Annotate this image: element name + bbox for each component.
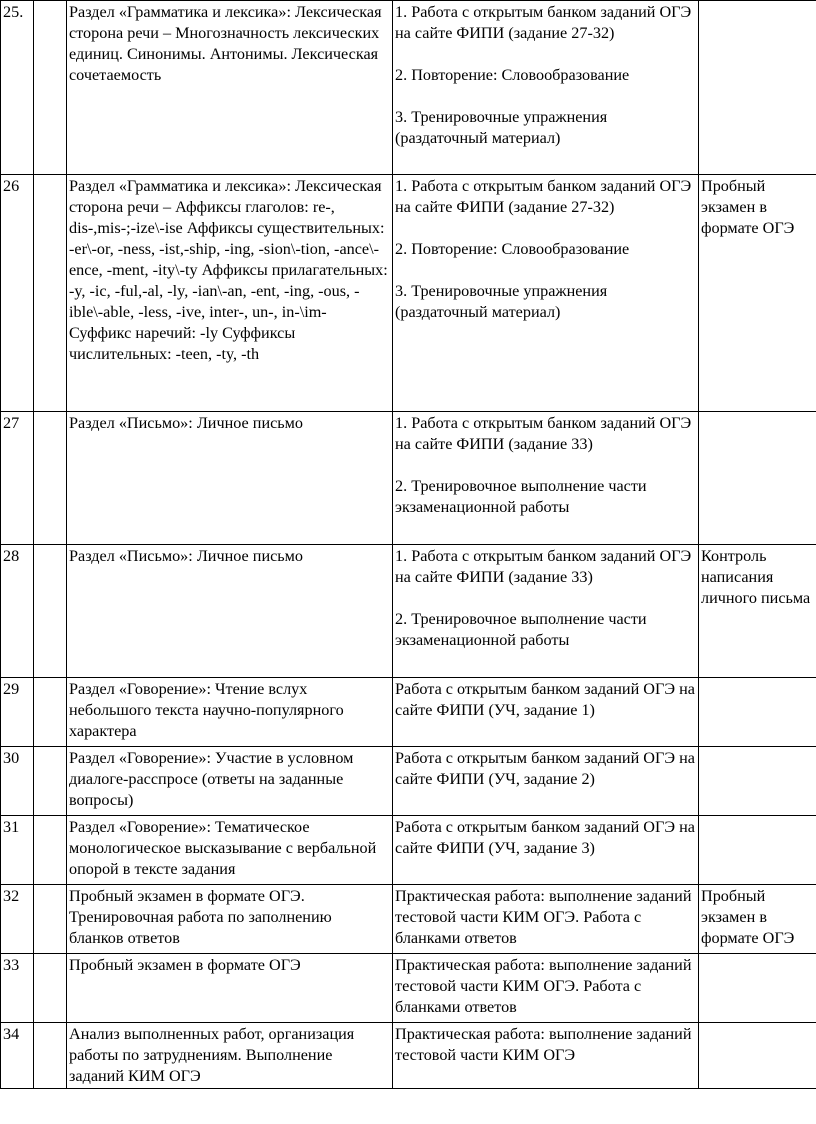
date-cell <box>34 175 67 412</box>
lesson-number: 28 <box>1 545 34 678</box>
lesson-number: 32 <box>1 885 34 954</box>
activity-item: 3. Тренировочные упражнения (раздаточный материал) <box>395 282 608 321</box>
activity-item: 1. Работа с открытым банком заданий ОГЭ на сайте ФИПИ (задание 33) <box>395 547 692 586</box>
table-row <box>1 545 816 678</box>
activity-item: Практическая работа: выполнение заданий тестовой части КИМ ОГЭ <box>395 1025 692 1064</box>
date-cell <box>34 885 67 954</box>
lesson-activities <box>393 1 699 175</box>
lesson-number: 26 <box>1 175 34 412</box>
lesson-activities <box>393 816 699 885</box>
table-row <box>1 175 816 412</box>
activity-item: 2. Повторение: Словообразование <box>395 66 630 84</box>
lesson-number: 29 <box>1 678 34 747</box>
lesson-topic: Раздел «Говорение»: Участие в условном диалоге-расспросе (ответы на заданные вопросы) <box>67 747 393 816</box>
table-row <box>1 816 816 885</box>
lesson-topic: Анализ выполненных работ, организация работы по затруднениям. Выполнение заданий КИМ ОГЭ <box>67 1023 393 1089</box>
activity-item: 2. Повторение: Словообразование <box>395 240 630 258</box>
lesson-topic: Пробный экзамен в формате ОГЭ <box>67 954 393 1023</box>
lesson-activities <box>393 747 699 816</box>
control-form <box>699 1 816 175</box>
lesson-activities <box>393 885 699 954</box>
lesson-topic: Раздел «Говорение»: Тематическое монологическое высказывание с вербальной опорой в тексте задания <box>67 816 393 885</box>
date-cell <box>34 747 67 816</box>
lesson-number: 34 <box>1 1023 34 1089</box>
lesson-topic: Раздел «Письмо»: Личное письмо <box>67 412 393 545</box>
lesson-topic: Раздел «Грамматика и лексика»: Лексическая сторона речи – Многозначность лексических единиц. Синонимы. Антонимы. Лексическая сочетаемость <box>67 1 393 175</box>
control-form <box>699 954 816 1023</box>
date-cell <box>34 1 67 175</box>
lesson-activities <box>393 954 699 1023</box>
activity-item: 2. Тренировочное выполнение части экзаменационной работы <box>395 477 647 516</box>
lesson-activities <box>393 175 699 412</box>
lesson-topic: Раздел «Говорение»: Чтение вслух небольшого текста научно-популярного характера <box>67 678 393 747</box>
date-cell <box>34 545 67 678</box>
date-cell <box>34 954 67 1023</box>
lesson-plan-body <box>1 1 816 1089</box>
date-cell <box>34 816 67 885</box>
control-form <box>699 1023 816 1089</box>
lesson-topic: Раздел «Письмо»: Личное письмо <box>67 545 393 678</box>
activity-item: Работа с открытым банком заданий ОГЭ на сайте ФИПИ (УЧ, задание 3) <box>395 818 695 857</box>
lesson-number: 25. <box>1 1 34 175</box>
activity-item: 2. Тренировочное выполнение части экзаменационной работы <box>395 610 647 649</box>
activity-item: 1. Работа с открытым банком заданий ОГЭ на сайте ФИПИ (задание 27-32) <box>395 3 692 42</box>
lesson-activities <box>393 1023 699 1089</box>
activity-item: 1. Работа с открытым банком заданий ОГЭ на сайте ФИПИ (задание 33) <box>395 414 692 453</box>
control-form: Пробный экзамен в формате ОГЭ <box>699 885 816 954</box>
lesson-topic: Пробный экзамен в формате ОГЭ. Тренировочная работа по заполнению бланков ответов <box>67 885 393 954</box>
control-form: Контроль написания личного письма <box>699 545 816 678</box>
activity-item: 3. Тренировочные упражнения (раздаточный материал) <box>395 108 608 147</box>
activity-item: Практическая работа: выполнение заданий тестовой части КИМ ОГЭ. Работа с бланками ответов <box>395 887 692 947</box>
control-form <box>699 747 816 816</box>
lesson-activities <box>393 678 699 747</box>
lesson-number: 33 <box>1 954 34 1023</box>
lesson-number: 30 <box>1 747 34 816</box>
table-row <box>1 412 816 545</box>
date-cell <box>34 678 67 747</box>
activity-item: Работа с открытым банком заданий ОГЭ на сайте ФИПИ (УЧ, задание 1) <box>395 680 695 719</box>
activity-item: Работа с открытым банком заданий ОГЭ на сайте ФИПИ (УЧ, задание 2) <box>395 749 695 788</box>
control-form <box>699 412 816 545</box>
date-cell <box>34 412 67 545</box>
lesson-activities <box>393 412 699 545</box>
table-row <box>1 1 816 175</box>
lesson-number: 27 <box>1 412 34 545</box>
table-row <box>1 954 816 1023</box>
table-row <box>1 747 816 816</box>
table-row <box>1 885 816 954</box>
table-row <box>1 1023 816 1089</box>
lesson-number: 31 <box>1 816 34 885</box>
activity-item: 1. Работа с открытым банком заданий ОГЭ на сайте ФИПИ (задание 27-32) <box>395 177 692 216</box>
control-form <box>699 678 816 747</box>
lesson-activities <box>393 545 699 678</box>
lesson-topic: Раздел «Грамматика и лексика»: Лексическая сторона речи – Аффиксы глаголов: re-, dis-,mis-;-ize\-ise Аффиксы существительных: -er\-or, -ness, -ist,-ship, -ing, -sion\-tion, -ance\-ence, -ment, -ity\-ty Аффиксы прилагательных: -y, -ic, -ful,-al, -ly, -ian\-an, -ent, -ing, -ous, -ible\-able, -less, -ive, inter-, un-, in-\im- Суффикс наречий: -ly Суффиксы числительных: -teen, -ty, -th <box>67 175 393 412</box>
control-form <box>699 816 816 885</box>
date-cell <box>34 1023 67 1089</box>
table-row <box>1 678 816 747</box>
control-form: Пробный экзамен в формате ОГЭ <box>699 175 816 412</box>
activity-item: Практическая работа: выполнение заданий тестовой части КИМ ОГЭ. Работа с бланками ответов <box>395 956 692 1016</box>
